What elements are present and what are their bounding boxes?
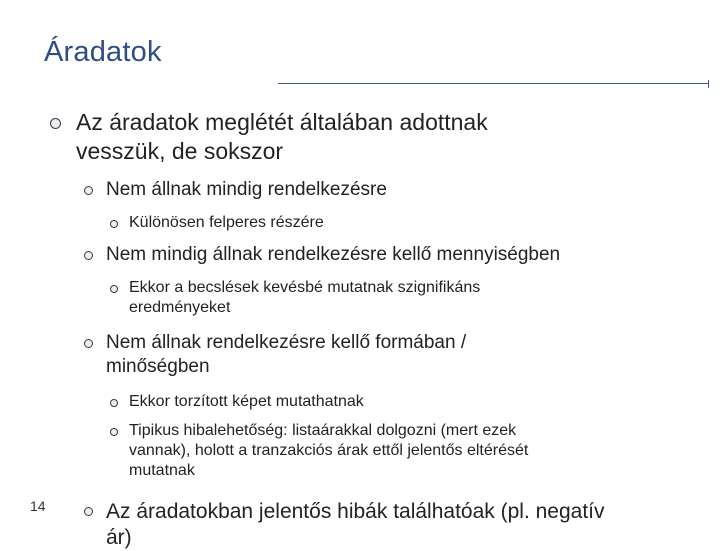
bullet-text: Különösen felperes részére <box>129 214 324 231</box>
bullet-level2-errors <box>84 499 605 551</box>
bullet-level2-format-quality <box>84 331 466 379</box>
bullet-level3-estimates <box>110 278 480 318</box>
bullet-text: Tipikus hibalehetőség: listaárakkal dolgozni (mert ezek vannak), holott a tranzakciós árak ettől jelentős eltérését mutatnak <box>129 422 529 479</box>
bullet-text: Ekkor torzított képet mutathatnak <box>129 393 364 410</box>
bullet-text: Ekkor a becslések kevésbé mutatnak szignifikáns eredményeket <box>129 279 481 316</box>
bullet-dot-icon <box>84 507 93 516</box>
bullet-level1-assumption <box>50 108 488 166</box>
bullet-dot-icon <box>84 186 93 195</box>
title-divider-end <box>708 80 709 88</box>
bullet-dot-icon <box>110 220 118 228</box>
slide-title: Áradatok <box>44 36 162 68</box>
bullet-text: Nem állnak mindig rendelkezésre <box>106 179 387 200</box>
bullet-text: Nem mindig állnak rendelkezésre kellő mennyiségben <box>106 244 561 265</box>
bullet-level3-list-prices <box>110 421 528 481</box>
bullet-dot-icon <box>110 399 118 407</box>
bullet-level2-not-available <box>84 178 387 202</box>
bullet-dot-icon <box>110 285 118 293</box>
title-divider <box>278 83 708 84</box>
bullet-text: Az áradatok meglétét általában adottnak vesszük, de sokszor <box>76 109 488 164</box>
page-number: 14 <box>30 498 46 514</box>
bullet-level3-plaintiff <box>110 213 324 233</box>
bullet-text: Nem állnak rendelkezésre kellő formában / minőségben <box>106 332 467 377</box>
bullet-dot-icon <box>110 428 118 436</box>
bullet-dot-icon <box>84 251 93 260</box>
bullet-dot-icon <box>50 118 61 129</box>
bullet-level3-distorted <box>110 392 364 412</box>
bullet-level2-quantity <box>84 243 560 267</box>
bullet-text: Az áradatokban jelentős hibák találhatóak (pl. negatív ár) <box>106 500 605 549</box>
bullet-dot-icon <box>84 339 93 348</box>
